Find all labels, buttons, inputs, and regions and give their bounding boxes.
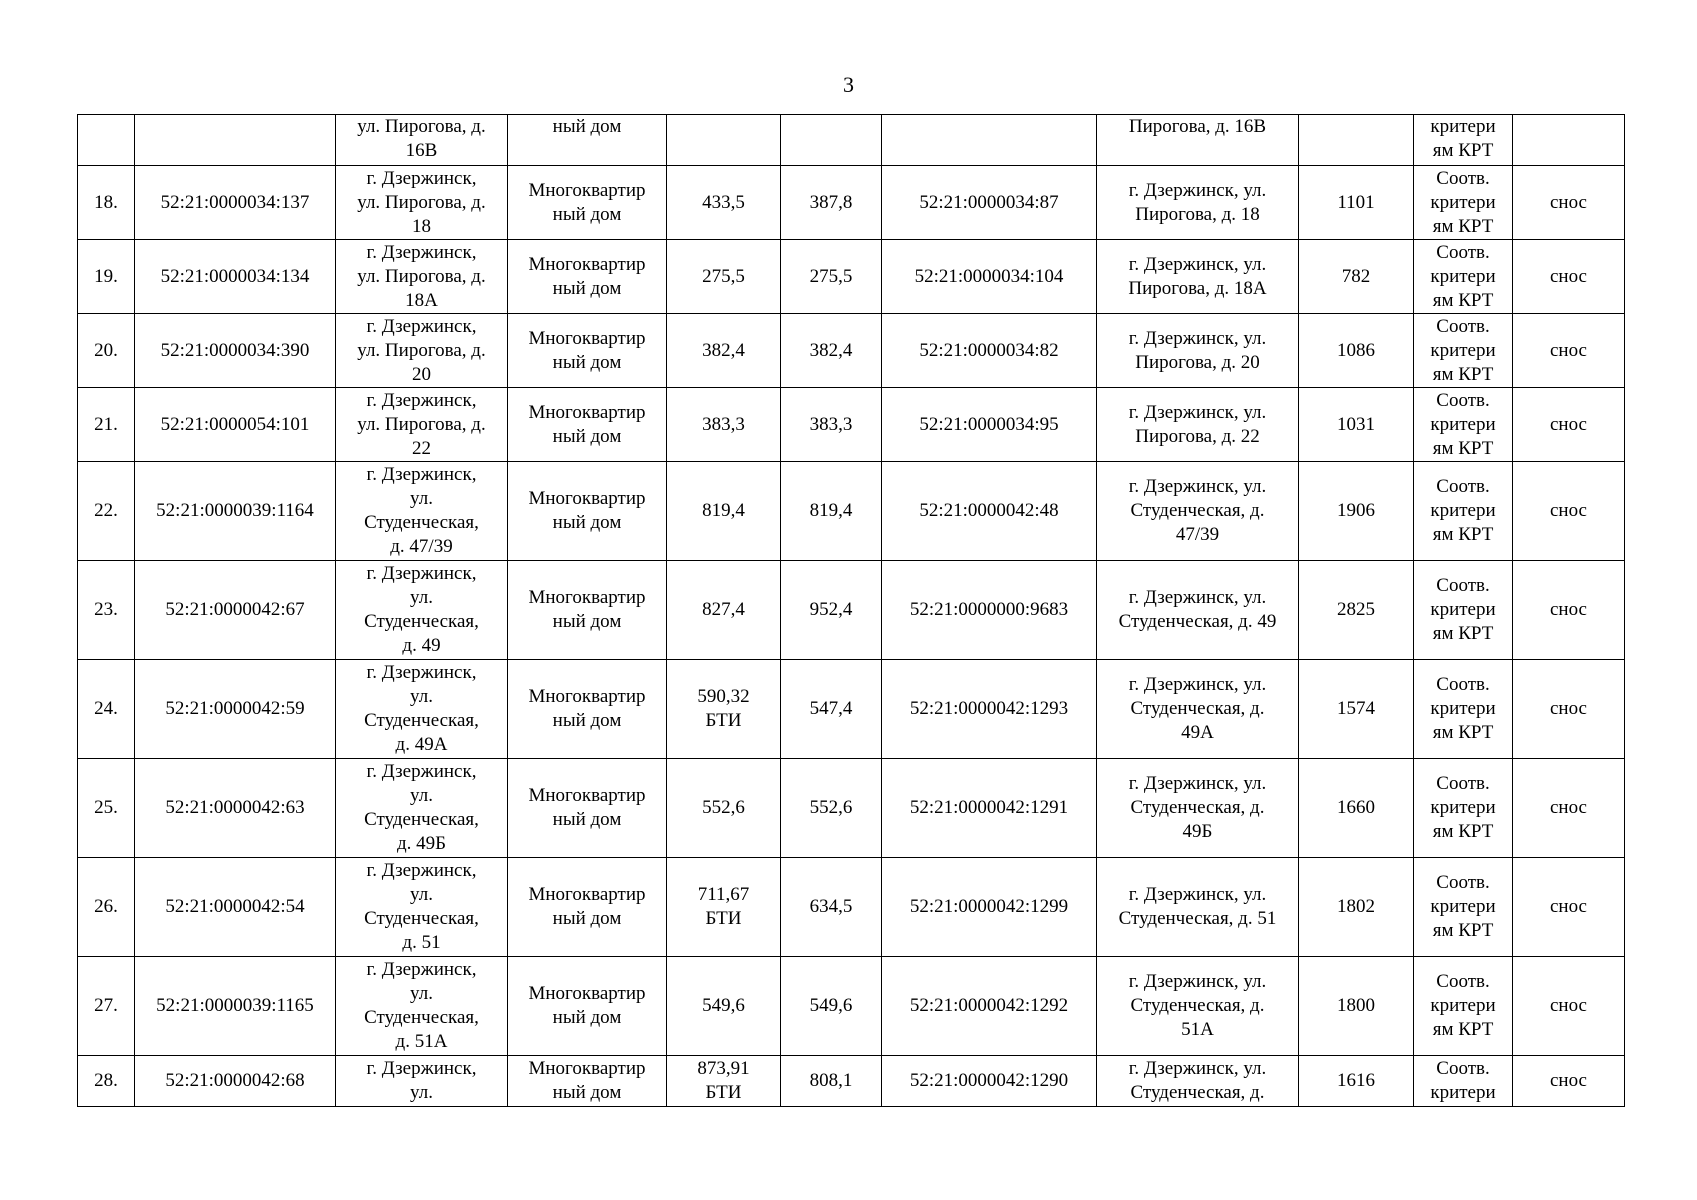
building-type-cell-text: Многоквартир ный дом <box>528 253 646 299</box>
building-type-cell <box>508 561 667 660</box>
value-cell-text: 782 <box>1341 265 1371 287</box>
living-area-cell <box>781 115 882 166</box>
building-address-cell <box>336 759 508 858</box>
total-area-cell <box>667 660 781 759</box>
action-cell <box>1513 660 1625 759</box>
total-area-cell-text: 275,5 <box>702 265 745 287</box>
building-cadastral-number-cell-text: 52:21:0000039:1164 <box>156 500 314 521</box>
land-cadastral-number-cell-text: 52:21:0000034:95 <box>919 413 1059 435</box>
row-number-cell-text: 27. <box>94 995 118 1016</box>
row-number-cell <box>78 115 135 166</box>
building-address-cell-text: г. Дзержинск, ул. Пирогова, д. 18А <box>357 241 486 311</box>
row-number-cell-text: 21. <box>94 413 118 435</box>
total-area-cell-text: 827,4 <box>702 599 745 620</box>
criteria-cell <box>1414 759 1513 858</box>
land-address-cell <box>1097 660 1299 759</box>
building-address-cell <box>336 166 508 240</box>
criteria-cell-text: Соотв. критери <box>1430 1058 1496 1103</box>
table-row <box>78 660 1625 759</box>
row-number-cell <box>78 660 135 759</box>
action-cell-text: снос <box>1549 339 1587 361</box>
value-cell <box>1299 957 1414 1056</box>
building-cadastral-number-cell-text: 52:21:0000034:137 <box>160 191 310 213</box>
building-type-cell <box>508 660 667 759</box>
building-address-cell-text: г. Дзержинск, ул. Студенческая, д. 49 <box>364 563 479 656</box>
living-area-cell <box>781 561 882 660</box>
land-cadastral-number-cell <box>882 462 1097 561</box>
living-area-cell <box>781 166 882 240</box>
land-address-cell-text: г. Дзержинск, ул. Пирогова, д. 22 <box>1128 401 1267 447</box>
living-area-cell-text: 552,6 <box>809 797 853 818</box>
action-cell-text: снос <box>1549 995 1587 1016</box>
total-area-cell-text: 552,6 <box>702 797 745 818</box>
building-cadastral-number-cell <box>135 115 336 166</box>
land-cadastral-number-cell-text: 52:21:0000034:87 <box>919 191 1059 213</box>
building-address-cell <box>336 957 508 1056</box>
action-cell <box>1513 462 1625 561</box>
value-cell <box>1299 858 1414 957</box>
land-address-cell <box>1097 957 1299 1056</box>
action-cell <box>1513 314 1625 388</box>
total-area-cell <box>667 166 781 240</box>
action-cell-text: снос <box>1549 797 1587 818</box>
criteria-cell-text: критери ям КРТ <box>1430 116 1496 161</box>
table-body <box>78 115 1625 1107</box>
living-area-cell-text: 549,6 <box>809 995 853 1016</box>
action-cell <box>1513 759 1625 858</box>
land-cadastral-number-cell <box>882 115 1097 166</box>
building-address-cell <box>336 388 508 462</box>
building-cadastral-number-cell-text: 52:21:0000042:67 <box>165 599 305 620</box>
building-type-cell-text: Многоквартир ный дом <box>528 884 646 929</box>
table-row <box>78 166 1625 240</box>
total-area-cell-text: 590,32 БТИ <box>697 686 750 731</box>
building-cadastral-number-cell-text: 52:21:0000042:59 <box>165 698 305 719</box>
criteria-cell-text: Соотв. критери ям КРТ <box>1430 167 1496 237</box>
value-cell <box>1299 166 1414 240</box>
criteria-cell-text: Соотв. критери ям КРТ <box>1430 674 1496 743</box>
page-number: 3 <box>843 72 854 97</box>
criteria-cell-text: Соотв. критери ям КРТ <box>1430 872 1496 941</box>
criteria-cell-text: Соотв. критери ям КРТ <box>1430 476 1496 545</box>
building-cadastral-number-cell <box>135 858 336 957</box>
criteria-cell-text: Соотв. критери ям КРТ <box>1430 315 1496 385</box>
action-cell-text: снос <box>1549 191 1587 213</box>
land-cadastral-number-cell <box>882 561 1097 660</box>
row-number-cell <box>78 240 135 314</box>
building-address-cell <box>336 240 508 314</box>
land-cadastral-number-cell <box>882 314 1097 388</box>
land-cadastral-number-cell-text: 52:21:0000042:1299 <box>909 896 1069 917</box>
building-address-cell-text: г. Дзержинск, ул. Студенческая, д. 51А <box>364 959 479 1052</box>
action-cell <box>1513 561 1625 660</box>
action-cell-text: снос <box>1549 599 1587 620</box>
criteria-cell-text: Соотв. критери ям КРТ <box>1430 389 1496 459</box>
building-type-cell <box>508 166 667 240</box>
land-address-cell-text: г. Дзержинск, ул. Студенческая, д. 47/39 <box>1128 476 1267 545</box>
land-address-cell <box>1097 314 1299 388</box>
land-address-cell-text: г. Дзержинск, ул. Студенческая, д. 51А <box>1128 971 1267 1040</box>
action-cell <box>1513 166 1625 240</box>
total-area-cell <box>667 240 781 314</box>
living-area-cell-text: 387,8 <box>809 191 853 213</box>
value-cell <box>1299 660 1414 759</box>
land-address-cell-text: г. Дзержинск, ул. Студенческая, д. 49А <box>1128 674 1267 743</box>
land-cadastral-number-cell-text: 52:21:0000034:104 <box>914 265 1064 287</box>
value-cell <box>1299 314 1414 388</box>
criteria-cell-text: Соотв. критери ям КРТ <box>1430 773 1496 842</box>
action-cell <box>1513 388 1625 462</box>
total-area-cell-text: 711,67 БТИ <box>697 884 750 929</box>
building-cadastral-number-cell <box>135 759 336 858</box>
row-number-cell-text: 25. <box>94 797 118 818</box>
row-number-cell-text: 22. <box>94 500 118 521</box>
total-area-cell <box>667 388 781 462</box>
building-address-cell <box>336 561 508 660</box>
value-cell <box>1299 462 1414 561</box>
criteria-cell-text: Соотв. критери ям КРТ <box>1430 971 1496 1040</box>
value-cell-text: 2825 <box>1337 599 1375 620</box>
building-address-cell <box>336 314 508 388</box>
land-address-cell <box>1097 462 1299 561</box>
land-address-cell <box>1097 561 1299 660</box>
building-type-cell <box>508 462 667 561</box>
value-cell-text: 1031 <box>1337 413 1375 435</box>
building-type-cell-text: Многоквартир ный дом <box>528 587 646 632</box>
property-table <box>77 114 1625 1107</box>
criteria-cell <box>1414 462 1513 561</box>
building-type-cell-text: ный дом <box>552 116 622 137</box>
row-number-cell-text: 26. <box>94 896 118 917</box>
row-number-cell-text: 19. <box>94 265 118 287</box>
land-address-cell-text: г. Дзержинск, ул. Студенческая, д. 49Б <box>1128 773 1267 842</box>
living-area-cell <box>781 462 882 561</box>
total-area-cell-text: 819,4 <box>702 500 745 521</box>
land-cadastral-number-cell-text: 52:21:0000000:9683 <box>909 599 1069 620</box>
living-area-cell <box>781 388 882 462</box>
land-address-cell <box>1097 166 1299 240</box>
land-address-cell <box>1097 388 1299 462</box>
value-cell <box>1299 561 1414 660</box>
row-number-cell-text: 24. <box>94 698 118 719</box>
building-cadastral-number-cell <box>135 561 336 660</box>
total-area-cell <box>667 759 781 858</box>
row-number-cell-text: 28. <box>94 1070 118 1091</box>
living-area-cell-text: 383,3 <box>809 413 853 435</box>
land-cadastral-number-cell <box>882 388 1097 462</box>
building-address-cell <box>336 115 508 166</box>
total-area-cell-text: 383,3 <box>702 413 745 435</box>
building-cadastral-number-cell <box>135 660 336 759</box>
land-address-cell-text: г. Дзержинск, ул. Пирогова, д. 20 <box>1128 327 1267 373</box>
building-type-cell-text: Многоквартир ный дом <box>528 686 646 731</box>
building-type-cell-text: Многоквартир ный дом <box>528 179 646 225</box>
living-area-cell <box>781 759 882 858</box>
row-number-cell <box>78 1056 135 1107</box>
action-cell-text: снос <box>1549 698 1587 719</box>
living-area-cell-text: 808,1 <box>809 1070 853 1091</box>
table-row <box>78 388 1625 462</box>
land-cadastral-number-cell-text: 52:21:0000042:48 <box>919 500 1059 521</box>
building-cadastral-number-cell <box>135 166 336 240</box>
building-cadastral-number-cell-text: 52:21:0000034:390 <box>160 339 310 361</box>
row-number-cell <box>78 462 135 561</box>
row-number-cell <box>78 166 135 240</box>
building-type-cell-text: Многоквартир ный дом <box>528 327 646 373</box>
value-cell <box>1299 115 1414 166</box>
criteria-cell-text: Соотв. критери ям КРТ <box>1430 575 1496 644</box>
building-address-cell-text: г. Дзержинск, ул. Студенческая, д. 47/39 <box>364 464 479 557</box>
living-area-cell-text: 275,5 <box>809 265 853 287</box>
building-address-cell-text: г. Дзержинск, ул. Студенческая, д. 51 <box>364 860 479 953</box>
building-type-cell-text: Многоквартир ный дом <box>528 401 646 447</box>
land-cadastral-number-cell <box>882 166 1097 240</box>
land-cadastral-number-cell <box>882 1056 1097 1107</box>
total-area-cell <box>667 858 781 957</box>
row-number-cell <box>78 759 135 858</box>
building-cadastral-number-cell <box>135 1056 336 1107</box>
action-cell <box>1513 957 1625 1056</box>
living-area-cell-text: 382,4 <box>809 339 853 361</box>
building-address-cell-text: г. Дзержинск, ул. Пирогова, д. 22 <box>357 389 486 459</box>
building-address-cell <box>336 462 508 561</box>
row-number-cell <box>78 957 135 1056</box>
total-area-cell-text: 382,4 <box>702 339 745 361</box>
total-area-cell <box>667 1056 781 1107</box>
living-area-cell <box>781 314 882 388</box>
living-area-cell-text: 952,4 <box>809 599 853 620</box>
row-number-cell-text: 23. <box>94 599 118 620</box>
row-number-cell <box>78 388 135 462</box>
building-address-cell-text: г. Дзержинск, ул. Пирогова, д. 18 <box>357 167 486 237</box>
living-area-cell-text: 634,5 <box>809 896 853 917</box>
total-area-cell-text: 873,91 БТИ <box>697 1058 750 1103</box>
value-cell <box>1299 240 1414 314</box>
criteria-cell <box>1414 561 1513 660</box>
table-row <box>78 957 1625 1056</box>
value-cell-text: 1802 <box>1337 896 1375 917</box>
land-address-cell <box>1097 858 1299 957</box>
building-type-cell <box>508 314 667 388</box>
building-cadastral-number-cell <box>135 957 336 1056</box>
action-cell-text: снос <box>1549 1070 1587 1091</box>
value-cell <box>1299 759 1414 858</box>
total-area-cell <box>667 957 781 1056</box>
value-cell-text: 1660 <box>1337 797 1375 818</box>
building-address-cell-text: г. Дзержинск, ул. Студенческая, д. 49Б <box>364 761 479 854</box>
total-area-cell <box>667 462 781 561</box>
criteria-cell <box>1414 957 1513 1056</box>
row-number-cell <box>78 858 135 957</box>
living-area-cell <box>781 957 882 1056</box>
total-area-cell-text: 433,5 <box>702 191 745 213</box>
building-type-cell-text: Многоквартир ный дом <box>528 785 646 830</box>
land-address-cell-text: г. Дзержинск, ул. Студенческая, д. <box>1128 1058 1267 1103</box>
criteria-cell <box>1414 388 1513 462</box>
value-cell-text: 1800 <box>1337 995 1375 1016</box>
building-type-cell-text: Многоквартир ный дом <box>528 983 646 1028</box>
land-cadastral-number-cell <box>882 957 1097 1056</box>
building-type-cell <box>508 858 667 957</box>
land-address-cell <box>1097 115 1299 166</box>
building-address-cell <box>336 660 508 759</box>
building-cadastral-number-cell <box>135 462 336 561</box>
action-cell-text: снос <box>1549 413 1587 435</box>
land-address-cell-text: г. Дзержинск, ул. Студенческая, д. 51 <box>1118 884 1277 929</box>
land-cadastral-number-cell <box>882 759 1097 858</box>
table-row <box>78 314 1625 388</box>
action-cell-text: снос <box>1549 896 1587 917</box>
building-cadastral-number-cell-text: 52:21:0000042:63 <box>165 797 305 818</box>
action-cell <box>1513 1056 1625 1107</box>
building-address-cell <box>336 1056 508 1107</box>
land-cadastral-number-cell-text: 52:21:0000042:1293 <box>909 698 1069 719</box>
land-cadastral-number-cell-text: 52:21:0000034:82 <box>919 339 1059 361</box>
total-area-cell <box>667 115 781 166</box>
land-cadastral-number-cell-text: 52:21:0000042:1292 <box>909 995 1069 1016</box>
action-cell-text: снос <box>1549 265 1587 287</box>
land-cadastral-number-cell <box>882 240 1097 314</box>
building-type-cell <box>508 115 667 166</box>
building-cadastral-number-cell-text: 52:21:0000042:54 <box>165 896 305 917</box>
value-cell <box>1299 388 1414 462</box>
total-area-cell <box>667 314 781 388</box>
building-address-cell-text: г. Дзержинск, ул. Пирогова, д. 20 <box>357 315 486 385</box>
criteria-cell <box>1414 314 1513 388</box>
building-type-cell-text: Многоквартир ный дом <box>528 1058 646 1103</box>
living-area-cell <box>781 858 882 957</box>
table-row <box>78 1056 1625 1107</box>
total-area-cell <box>667 561 781 660</box>
value-cell-text: 1616 <box>1337 1070 1375 1091</box>
land-address-cell-text: г. Дзержинск, ул. Пирогова, д. 18А <box>1128 253 1267 299</box>
living-area-cell <box>781 660 882 759</box>
criteria-cell-text: Соотв. критери ям КРТ <box>1430 241 1496 311</box>
table-row <box>78 759 1625 858</box>
total-area-cell-text: 549,6 <box>702 995 745 1016</box>
building-type-cell <box>508 759 667 858</box>
value-cell-text: 1906 <box>1337 500 1375 521</box>
building-cadastral-number-cell-text: 52:21:0000042:68 <box>165 1070 305 1091</box>
building-cadastral-number-cell <box>135 240 336 314</box>
action-cell <box>1513 240 1625 314</box>
action-cell <box>1513 115 1625 166</box>
row-number-cell-text: 18. <box>94 191 118 213</box>
building-address-cell-text: г. Дзержинск, ул. Студенческая, д. 49А <box>364 662 479 755</box>
building-cadastral-number-cell-text: 52:21:0000034:134 <box>160 265 310 287</box>
action-cell <box>1513 858 1625 957</box>
building-address-cell <box>336 858 508 957</box>
criteria-cell <box>1414 115 1513 166</box>
building-address-cell-text: г. Дзержинск, ул. <box>366 1058 477 1103</box>
table-row <box>78 561 1625 660</box>
table-row <box>78 240 1625 314</box>
building-type-cell-text: Многоквартир ный дом <box>528 488 646 533</box>
action-cell-text: снос <box>1549 500 1587 521</box>
land-cadastral-number-cell-text: 52:21:0000042:1291 <box>909 797 1069 818</box>
land-address-cell-text: Пирогова, д. 16В <box>1128 116 1267 137</box>
building-cadastral-number-cell-text: 52:21:0000054:101 <box>160 413 310 435</box>
building-cadastral-number-cell <box>135 388 336 462</box>
row-number-cell-text: 20. <box>94 339 118 361</box>
land-address-cell <box>1097 759 1299 858</box>
value-cell-text: 1101 <box>1337 191 1375 213</box>
criteria-cell <box>1414 858 1513 957</box>
value-cell-text: 1574 <box>1337 698 1375 719</box>
criteria-cell <box>1414 660 1513 759</box>
criteria-cell <box>1414 1056 1513 1107</box>
land-address-cell <box>1097 240 1299 314</box>
row-number-cell <box>78 314 135 388</box>
living-area-cell <box>781 240 882 314</box>
row-number-cell <box>78 561 135 660</box>
table-row <box>78 462 1625 561</box>
building-type-cell <box>508 240 667 314</box>
value-cell-text: 1086 <box>1337 339 1375 361</box>
building-type-cell <box>508 957 667 1056</box>
land-cadastral-number-cell-text: 52:21:0000042:1290 <box>909 1070 1069 1091</box>
land-cadastral-number-cell <box>882 660 1097 759</box>
land-address-cell <box>1097 1056 1299 1107</box>
living-area-cell-text: 819,4 <box>809 500 853 521</box>
land-address-cell-text: г. Дзержинск, ул. Студенческая, д. 49 <box>1118 587 1277 632</box>
table-row <box>78 858 1625 957</box>
land-address-cell-text: г. Дзержинск, ул. Пирогова, д. 18 <box>1128 179 1267 225</box>
building-cadastral-number-cell-text: 52:21:0000039:1165 <box>156 995 314 1016</box>
living-area-cell <box>781 1056 882 1107</box>
criteria-cell <box>1414 240 1513 314</box>
living-area-cell-text: 547,4 <box>809 698 853 719</box>
building-address-cell-text: ул. Пирогова, д. 16В <box>357 116 486 161</box>
value-cell <box>1299 1056 1414 1107</box>
building-type-cell <box>508 1056 667 1107</box>
land-cadastral-number-cell <box>882 858 1097 957</box>
table-row <box>78 115 1625 166</box>
building-cadastral-number-cell <box>135 314 336 388</box>
criteria-cell <box>1414 166 1513 240</box>
building-type-cell <box>508 388 667 462</box>
